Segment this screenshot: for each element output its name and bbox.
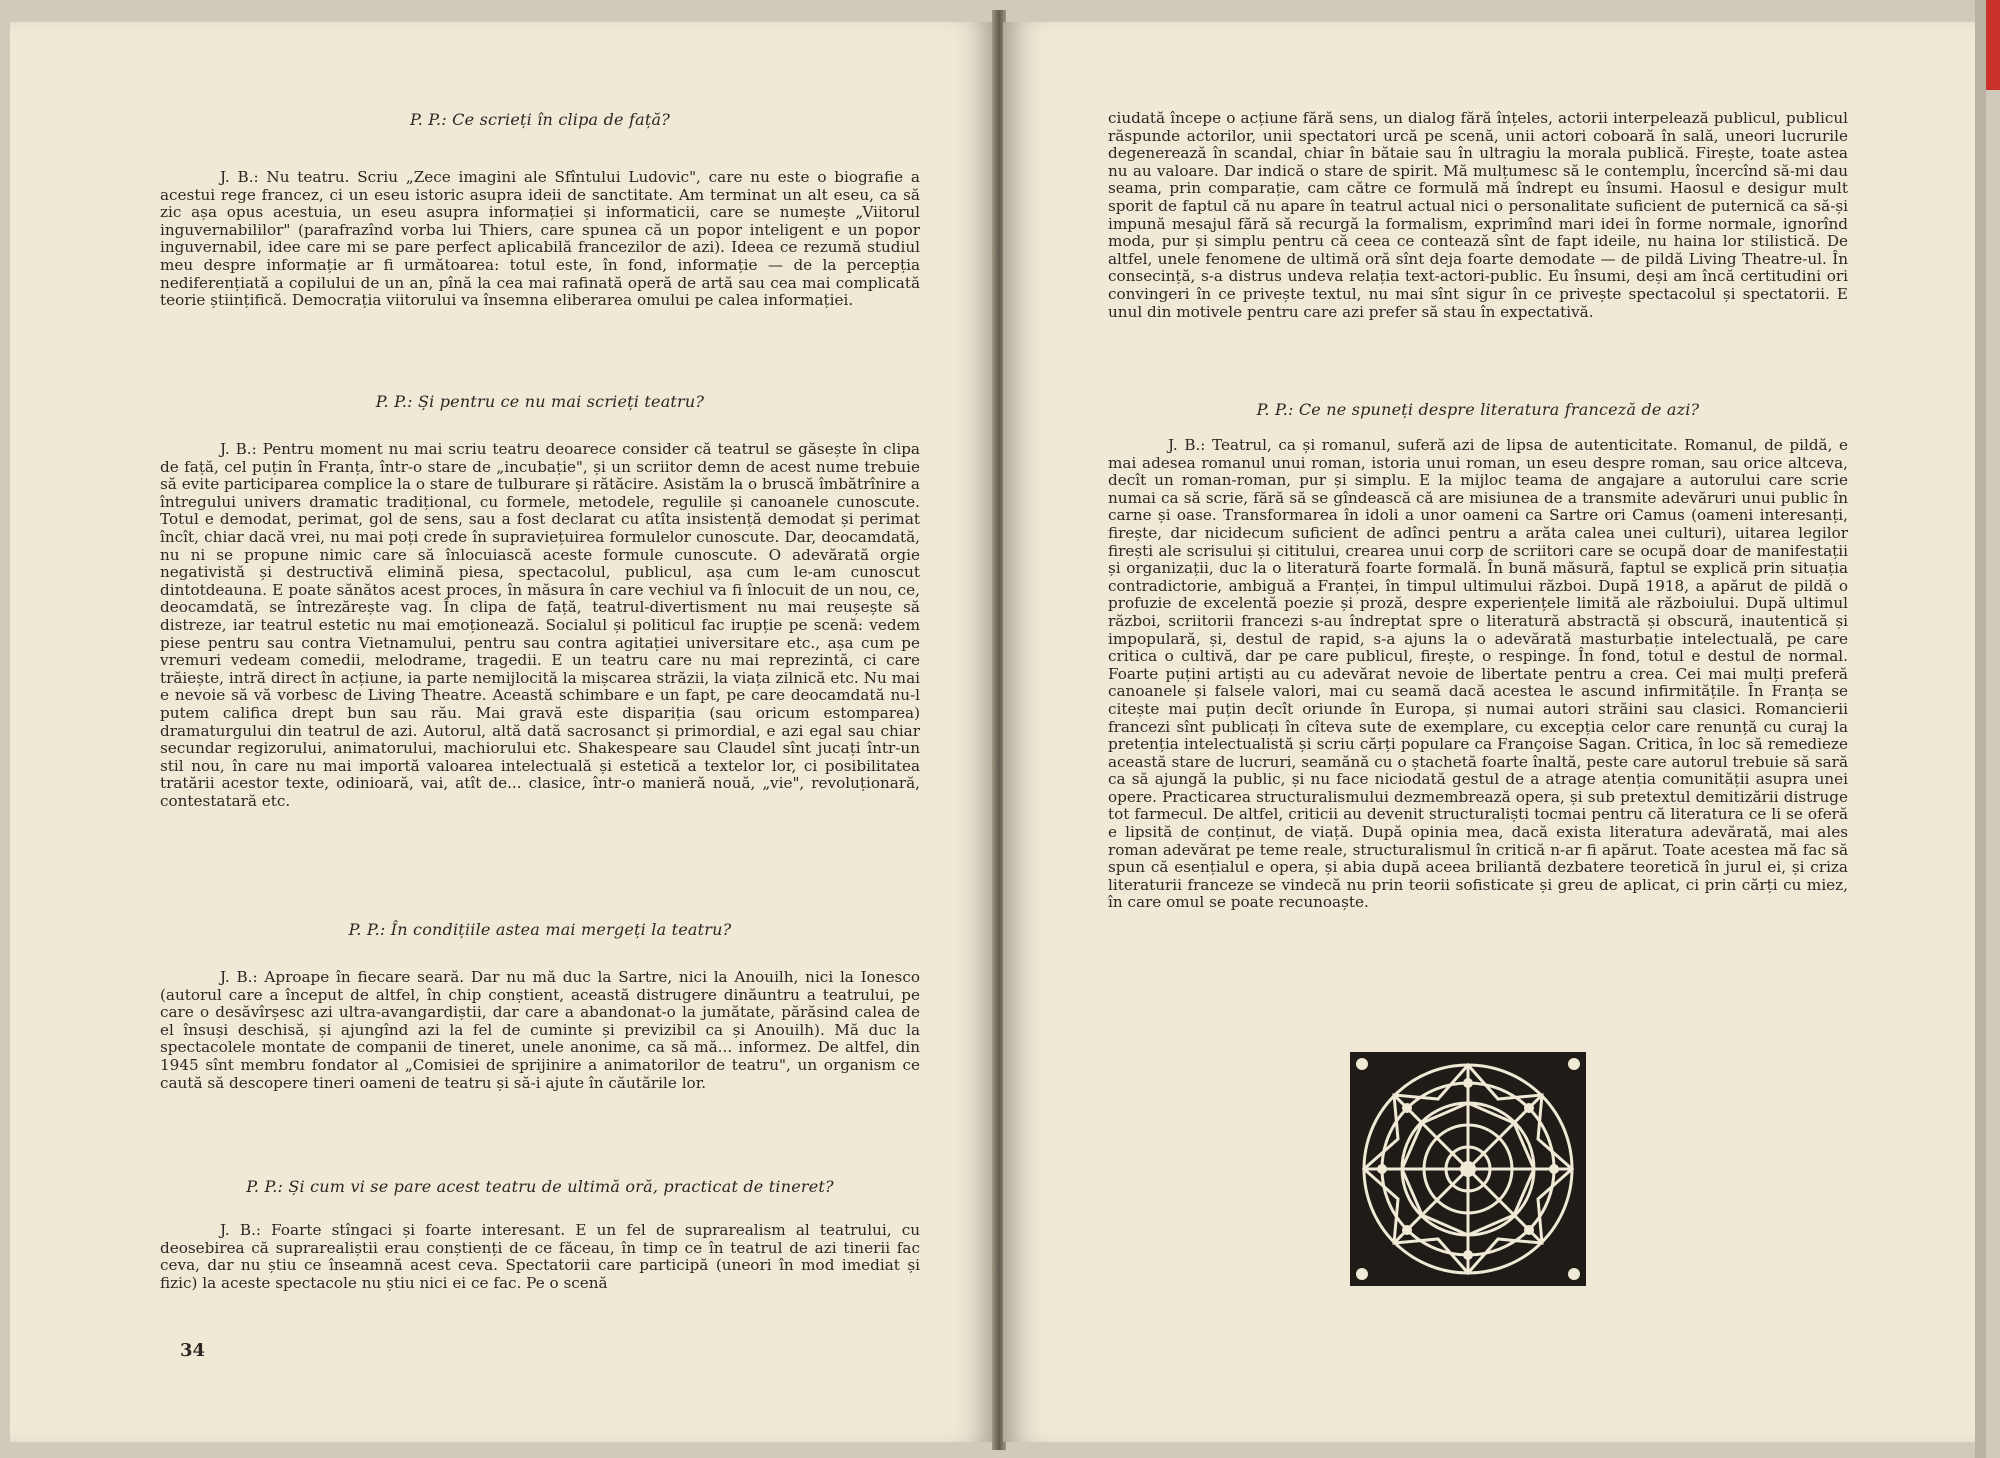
answer-paragraph: J. B.: Nu teatru. Scriu „Zece imagini ale Sfîntului Ludovic", care nu este o biografie a acestui rege francez, ci un eseu istoric asupra ideii de sanctitate. Am terminat un alt eseu, ca să zic așa opus acestuia, un eseu asupra informației și informaticii, care se numește „Viitorul inguvernabililor" (parafrazînd vorba lui Thiers, care spunea că un popor inteligent e un popor inguvernabil, idee care mi se pare perfect aplicabilă francezilor de azi). Ideea ce rezumă studiul meu despre informație ar fi următoarea: totul este, în fond, informație — de la percepția nediferențiată a copilului de un an, pînă la cea mai rafinată operă de artă sau cea mai complicată teorie științifică. Democrația viitorului va însemna eliberarea omului pe calea informației. xyxy=(160,168,920,310)
question-heading: P. P.: În condițiile astea mai mergeți la teatru? xyxy=(348,920,732,939)
left-page xyxy=(10,22,995,1442)
book-edge xyxy=(1975,0,1986,1458)
answer-paragraph: ciudată începe o acțiune fără sens, un dialog fără înțeles, actorii interpelează publicul, publicul răspunde actorilor, unii spectatori urcă pe scenă, unii actori coboară în sală, uneori lucrurile degenerează în scandal, chiar în bătaie sau în ultragiu la morala publică. Firește, toate astea nu au valoare. Dar indică o stare de spirit. Mă mulțumesc să le contemplu, încercînd să-mi dau seama, prin comparație, cam către ce formulă mă îndrept eu însumi. Haosul e desigur mult sporit de faptul că nu apare în teatrul actual nici o personalitate suficient de puternică ca să-și impună mesajul fără să recurgă la formalism, exprimînd mari idei în forme normale, ignorînd moda, pur și simplu pentru că ceea ce contează sînt de fapt ideile, nu haina lor stilistică. De altfel, unele fenomene de ultimă oră sînt deja foarte demodate — de pildă Living Theatre-ul. În consecință, s-a distrus undeva relația text-actori-public. Eu însumi, deși am încă certitudini ori convingeri în ce privește textul, nu mai sînt sigur în ce privește spectacolul și spectatorii. E unul din motivele pentru care azi prefer să stau în expectativă. xyxy=(1108,109,1848,321)
section-literature xyxy=(1108,400,1848,912)
page-number: 34 xyxy=(180,1340,206,1361)
question-heading: P. P.: Și cum vi se pare acest teatru de ultimă oră, practicat de tineret? xyxy=(246,1177,834,1196)
circular-geometric-ornament-icon xyxy=(1350,1052,1586,1286)
section-continued xyxy=(1108,110,1848,321)
answer-paragraph: J. B.: Aproape în fiecare seară. Dar nu mă duc la Sartre, nici la Anouilh, nici la Ionesco (autorul care a început de altfel, în chip conștient, această distrugere dinăuntru a teatrului, pe care o desăvîrșesc azi ultra-avangardiștii, dar care a abandonat-o la jumătate, părăsind calea de el însuși deschisă, și ajungînd azi la fel de cuminte și previzibil ca și Anouilh). Mă duc la spectacolele montate de companii de tineret, unele anonime, ca să mă... informez. De altfel, din 1945 sînt membru fondator al „Comisiei de sprijinire a animatorilor de teatru", un organism ce caută să descopere tineri oameni de teatru și să-i ajute în căutările lor. xyxy=(160,968,920,1092)
section-4 xyxy=(160,1177,920,1292)
question-heading: P. P.: Ce scrieți în clipa de față? xyxy=(410,110,670,129)
answer-paragraph: J. B.: Teatrul, ca și romanul, suferă azi de lipsa de autenticitate. Romanul, de pildă, e mai adesea romanul unui roman, istoria unui roman, un eseu despre roman, sau orice altceva, decît un roman-roman, pur și simplu. E la mijloc teama de angajare a autorului care scrie numai ca să scrie, fără să se gîndească că are misiunea de a transmite adevăruri unui public în carne și oase. Transformarea în idoli a unor oameni ca Sartre ori Camus (oameni interesanți, firește, dar nicidecum suficient de adînci pentru a arăta calea unei culturi), uitarea legilor firești ale scrisului și cititului, crearea unui corp de scriitori care se ocupă doar de manifestații și organizații, duc la o literatură foarte formală. În bună măsură, faptul se explică prin situația contradictorie, ambiguă a Franței, în timpul ultimului război. După 1918, a apărut de pildă o profuzie de excelentă poezie și proză, despre experiențele limită ale războiului. După ultimul război, scriitorii francezi s-au îndreptat spre o literatură abstractă și obscură, inautentică și impopulară, și, destul de rapid, s-a ajuns la o adevărată masturbație intelectuală, pe care critica o cultivă, dar pe care publicul, firește, o respinge. În fond, totul e destul de normal. Foarte puțini artiști au cu adevărat nevoie de libertate pentru a crea. Cei mai mulți preferă canoanele și falsele valori, mai cu seamă dacă acestea le ascund infirmitățile. În Franța se citește mai puțin decît oriunde în Europa, și numai autori străini sau clasici. Romancierii francezi sînt publicați în cîteva sute de exemplare, cu excepția celor care renunță cu curaj la pretenția intelectualistă și scriu cărți populare ca Françoise Sagan. Critica, în loc să remedieze această stare de lucruri, seamănă cu o ștachetă foarte înaltă, peste care autorul trebuie să sară ca să ajungă la public, și nu face niciodată gestul de a atrage atenția comunității asupra unei opere. Practicarea structuralismului dezmembrează opera, și sub pretextul demitizării distruge tot farmecul. De altfel, criticii au devenit structuraliști tocmai pentru că literatura ce li se oferă e lipsită de conținut, de viață. După opinia mea, dacă exista literatura adevărată, mai ales roman adevărat pe teme reale, structuralismul în critică n-ar fi apărut. Toate acestea mă fac să spun că esențialul e opera, și abia după aceea briliantă dezbatere teoretică în jurul ei, și criza literaturii franceze se vindecă nu prin teorii sofisticate și greu de aplicat, ci prin cărți cu miez, în care omul se poate recunoaște. xyxy=(1108,436,1848,912)
question-heading: P. P.: Și pentru ce nu mai scrieți teatru? xyxy=(375,392,705,411)
right-page xyxy=(1003,22,1975,1442)
bookmark-edge xyxy=(1986,0,2000,90)
answer-paragraph: J. B.: Pentru moment nu mai scriu teatru deoarece consider că teatrul se găsește în clipa de față, cel puțin în Franța, într-o stare de „incubație", și un scriitor demn de acest nume trebuie să evite participarea complice la o stare de tulburare și rătăcire. Asistăm la o bruscă îmbătrînire a întregului univers dramatic tradițional, cu formele, metodele, regulile și canoanele cunoscute. Totul e demodat, perimat, gol de sens, sau a fost declarat cu atîta insistență demodat și perimat încît, chiar dacă vrei, nu mai poți crede în supraviețuirea formulelor cunoscute. Dar, deocamdată, nu ni se propune nimic care să înlocuiască aceste formule cunoscute. O adevărată orgie negativistă și destructivă elimină piesa, spectacolul, publicul, așa cum le-am cunoscut dintotdeauna. E poate sănătos acest proces, în măsura în care vechiul va fi înlocuit de un nou, ce, deocamdată, se întrezărește vag. În clipa de față, teatrul-divertisment nu mai reușește să distreze, iar teatrul estetic nu mai emoționează. Socialul și politicul fac irupție pe scenă: vedem piese pentru sau contra Vietnamului, pentru sau contra agitației universitare etc., așa cum pe vremuri vedeam comedii, melodrame, tragedii. E un teatru care nu mai reprezintă, ci care trăiește, intră direct în acțiune, ia parte nemijlocită la mișcarea străzii, la viața zilnică etc. Nu mai e nevoie să vă vorbesc de Living Theatre. Această schimbare e un fapt, pe care deocamdată nu-l putem califica drept bun sau rău. Mai gravă este dispariția (sau oricum estomparea) dramaturgului din teatrul de azi. Autorul, altă dată sacrosanct și primordial, e azi egal sau chiar secundar regizorului, animatorului, machiorului etc. Shakespeare sau Claudel sînt jucați într-un stil nou, în care nu mai importă valoarea intelectuală și estetică a textelor lor, ci posibilitatea tratării acestor texte, odinioară, vai, atît de... clasice, într-o manieră nouă, „vie", revoluționară, contestatară etc. xyxy=(160,440,920,810)
section-3 xyxy=(160,920,920,1092)
section-2 xyxy=(160,392,920,810)
answer-paragraph: J. B.: Foarte stîngaci și foarte interesant. E un fel de suprarealism al teatrului, cu deosebirea că suprarealiștii erau conștienți de ce făceau, în timp ce în teatrul de azi tinerii fac ceva, dar nu știu ce înseamnă acest ceva. Spectatorii care participă (uneori în mod imediat și fizic) la aceste spectacole nu știu nici ei ce fac. Pe o scenă xyxy=(160,1221,920,1292)
section-1 xyxy=(160,110,920,310)
question-heading: P. P.: Ce ne spuneți despre literatura franceză de azi? xyxy=(1256,400,1700,419)
